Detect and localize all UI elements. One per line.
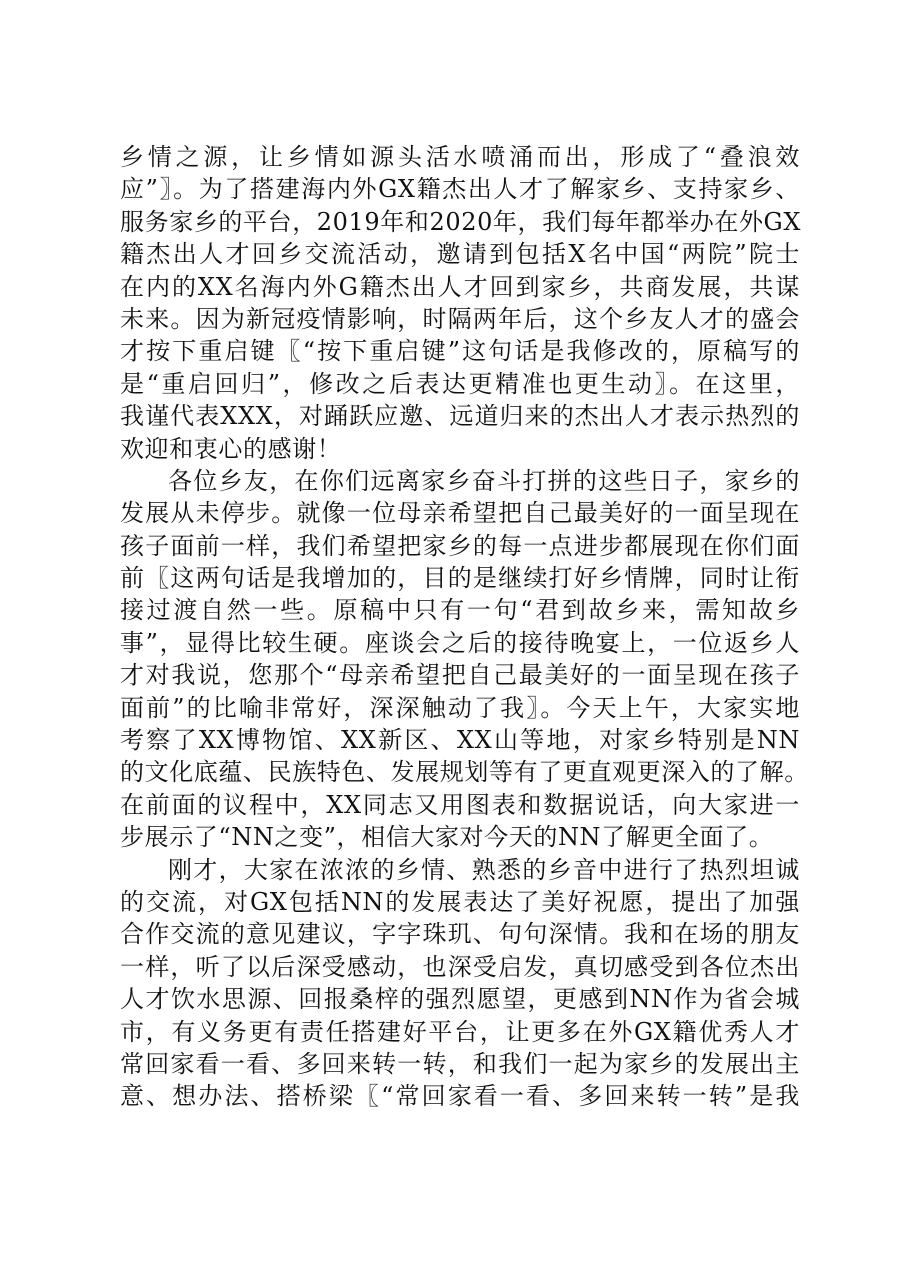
text-line: 各位乡友，在你们远离家乡奋斗打拼的这些日子，家乡的	[168, 466, 800, 495]
text-line: 才按下重启键〖“按下重启键”这句话是我修改的，原稿写的	[120, 337, 800, 366]
text-line: 孩子面前一样，我们希望把家乡的每一点进步都展现在你们面	[120, 531, 800, 560]
text-line: 的交流，对GX包括NN的发展表达了美好祝愿，提出了加强	[120, 887, 800, 916]
text-line: 才对我说，您那个“母亲希望把自己最美好的一面呈现在孩子	[120, 661, 800, 690]
text-line: 乡情之源，让乡情如源头活水喷涌而出，形成了“叠浪效	[120, 143, 800, 171]
text-line: 在内的XX名海内外G籍杰出人才回到家乡，共商发展，共谋	[120, 272, 800, 301]
text-line: 服务家乡的平台，2019年和2020年，我们每年都举办在外GX	[120, 207, 802, 236]
text-line: 欢迎和衷心的感谢！	[120, 434, 342, 463]
text-line: 的文化底蕴、民族特色、发展规划等有了更直观更深入的了解。	[120, 758, 809, 787]
text-line: 未来。因为新冠疫情影响，时隔两年后，这个乡友人才的盛会	[120, 304, 800, 333]
text-line: 我谨代表XXX，对踊跃应邀、远道归来的杰出人才表示热烈的	[120, 402, 800, 431]
text-line: 接过渡自然一些。原稿中只有一句“君到故乡来，需知故乡	[120, 596, 800, 625]
text-line: 市，有义务更有责任搭建好平台，让更多在外GX籍优秀人才	[120, 1017, 800, 1046]
text-line: 前〖这两句话是我增加的，目的是继续打好乡情牌，同时让衔	[120, 564, 800, 593]
text-line: 步展示了“NN之变”，相信大家对今天的NN了解更全面了。	[120, 823, 774, 852]
text-line: 一样，听了以后深受感动，也深受启发，真切感受到各位杰出	[120, 952, 800, 981]
text-line: 籍杰出人才回乡交流活动，邀请到包括X名中国“两院”院士	[120, 240, 800, 269]
text-line: 在前面的议程中，XX同志又用图表和数据说话，向大家进一	[120, 790, 800, 819]
text-line: 常回家看一看、多回来转一转，和我们一起为家乡的发展出主	[120, 1049, 800, 1078]
text-line: 事”，显得比较生硬。座谈会之后的接待晚宴上，一位返乡人	[120, 628, 800, 657]
text-line: 是“重启回归”，修改之后表达更精准也更生动〗。在这里，	[120, 369, 800, 398]
text-line: 意、想办法、搭桥梁〖“常回家看一看、多回来转一转”是我	[120, 1082, 800, 1111]
text-line: 应”〗。为了搭建海内外GX籍杰出人才了解家乡、支持家乡、	[120, 175, 800, 204]
text-line: 考察了XX博物馆、XX新区、XX山等地，对家乡特别是NN	[120, 726, 800, 755]
text-line: 人才饮水思源、回报桑梓的强烈愿望，更感到NN作为省会城	[120, 985, 800, 1014]
text-line: 发展从未停步。就像一位母亲希望把自己最美好的一面呈现在	[120, 499, 800, 528]
document-body	[120, 141, 809, 1113]
text-line: 刚才，大家在浓浓的乡情、熟悉的乡音中进行了热烈坦诚	[168, 855, 800, 884]
text-line: 合作交流的意见建议，字字珠玑、句句深情。我和在场的朋友	[120, 920, 800, 949]
text-line: 面前”的比喻非常好，深深触动了我〗。今天上午，大家实地	[120, 693, 800, 722]
